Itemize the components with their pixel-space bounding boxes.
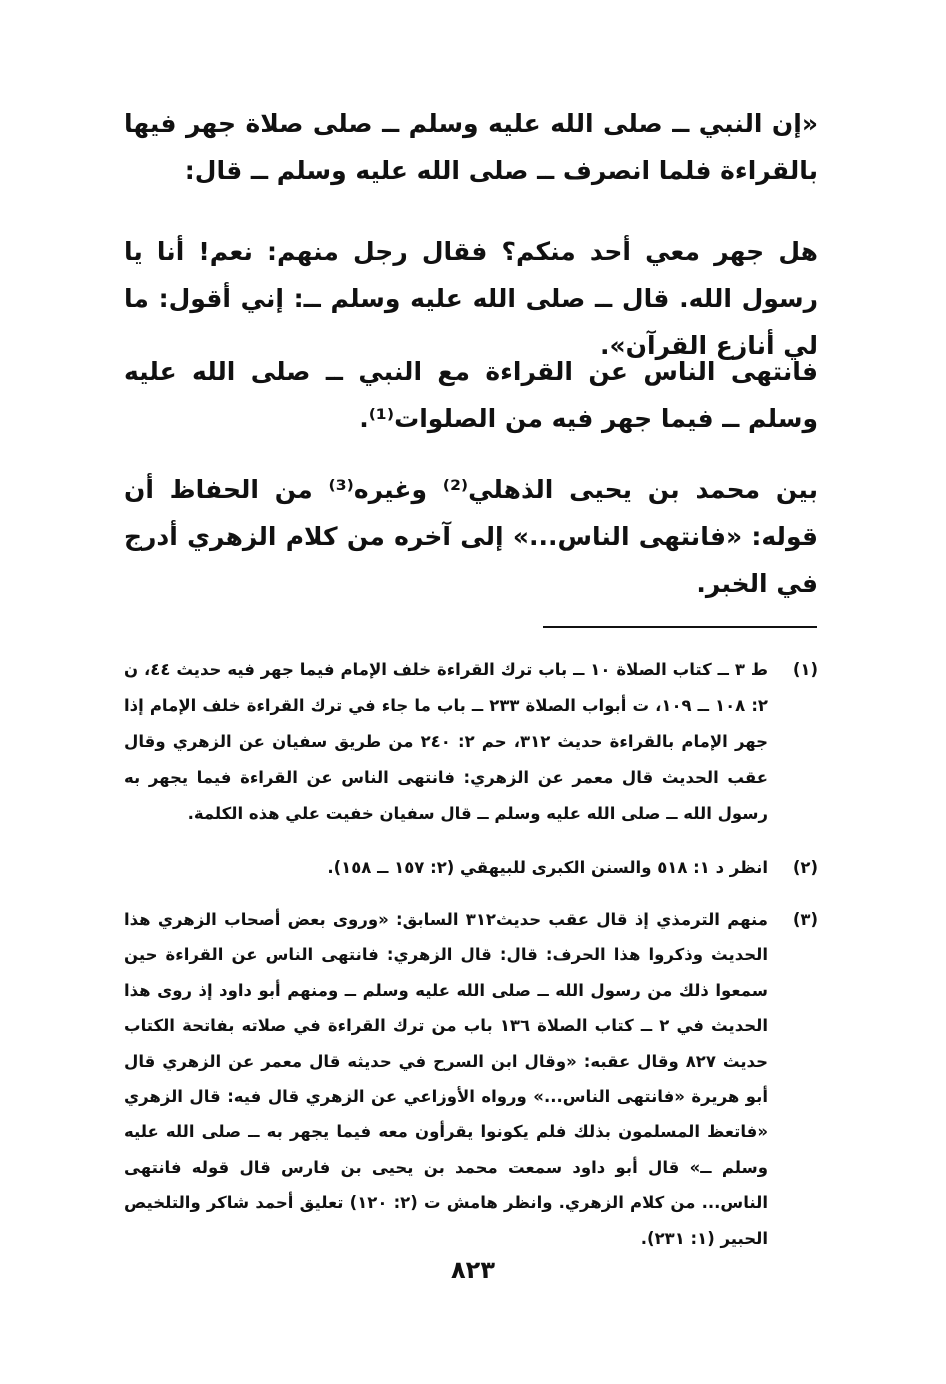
main-paragraph-3: فانتهى الناس عن القراءة مع النبي ــ صلى الله عليه وسلم ــ فيما جهر فيه من الصلوات⁽¹⁾. (124, 357, 818, 433)
footnote-text: انظر د ١: ٥١٨ والسنن الكبرى للبيهقي (٢: ١٥٧ ــ ١٥٨). (327, 858, 768, 877)
main-paragraph-4: بين محمد بن يحيى الذهلي⁽²⁾ وغيره⁽³⁾ من الحفاظ أن قوله: «فانتهى الناس...» إلى آخره من كلام الزهري أدرج في الخبر. (124, 475, 818, 598)
footnote-text: ط ٣ ــ كتاب الصلاة ١٠ ــ باب ترك القراءة خلف الإمام فيما جهر فيه حديث ٤٤، ن ٢: ١٠٨ ــ ١٠٩، ت أبواب الصلاة ٢٣٣ ــ باب ما جاء في ترك القراءة خلف الإمام إذا جهر الإمام بالقراءة حديث ٣١٢، حم ٢: ٢٤٠ من طريق سفيان عن الزهري وقال عقب الحديث قال معمر عن الزهري: فانتهى الناس عن القراءة فيما يجهر به رسول الله ــ صلى الله عليه وسلم ــ قال سفيان خفيت علي هذه الكلمة. (124, 660, 769, 823)
main-paragraph-1: «إن النبي ــ صلى الله عليه وسلم ــ صلى صلاة جهر فيها بالقراءة فلما انصرف ــ صلى الله عليه وسلم ــ قال: (124, 109, 818, 185)
footnote-1 (124, 652, 818, 842)
footnote-number: (٣) (792, 910, 818, 929)
footnote-2 (124, 850, 818, 890)
main-paragraph-2: هل جهر معي أحد منكم؟ فقال رجل منهم: نعم! أنا يا رسول الله. قال ــ صلى الله عليه وسلم ــ: إني أقول: ما لي أنازع القرآن». (124, 237, 818, 360)
footnote-number: (١) (792, 660, 818, 679)
footnote-separator (543, 626, 817, 628)
footnote-number: (٢) (792, 858, 818, 877)
footnote-3 (124, 902, 818, 1248)
footnote-text: منهم الترمذي إذ قال عقب حديث٣١٢ السابق: «وروى بعض أصحاب الزهري هذا الحديث وذكروا هذا الحرف: قال: قال الزهري: فانتهى الناس عن القراءة حين سمعوا ذلك من رسول الله ــ صلى الله عليه وسلم ــ ومنهم أبو داود إذ روى هذا الحديث في ٢ ــ كتاب الصلاة ١٣٦ باب من ترك القراءة في صلاته بفاتحة الكتاب حديث ٨٢٧ وقال عقبه: «وقال ابن السرح في حديثه قال معمر عن الزهري قال أبو هريرة «فانتهى الناس...» ورواه الأوزاعي عن الزهري قال فيه: قال الزهري «فاتعظ المسلمون بذلك فلم يكونوا يقرأون معه فيما يجهر به ــ صلى الله عليه وسلم ــ» قال أبو داود سمعت محمد بن يحيى بن فارس قال قوله فانتهى الناس... من كلام الزهري. وانظر هامش ت (٢: ١٢٠) تعليق أحمد شاكر والتلخيص الحبير (١: ٢٣١). (124, 910, 768, 1248)
page-number: ٨٢٣ (451, 1256, 495, 1284)
